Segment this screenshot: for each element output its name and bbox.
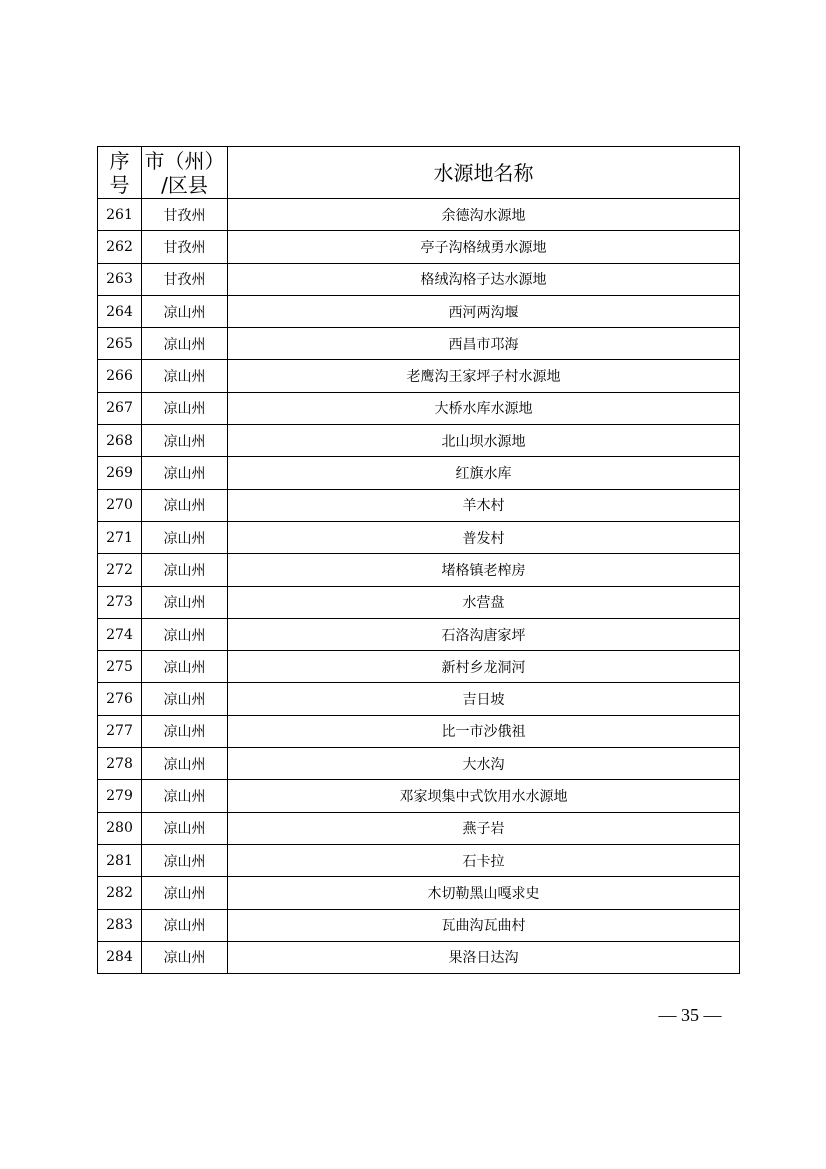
table-header [98,147,740,199]
row-source-name: 石洛沟唐家坪 [228,618,740,650]
row-source-name: 石卡拉 [228,844,740,876]
row-serial-number: 267 [98,392,142,424]
row-serial-number: 277 [98,715,142,747]
row-city-county: 凉山州 [142,425,228,457]
table-row [98,748,740,780]
row-serial-number: 266 [98,360,142,392]
row-source-name: 邓家坝集中式饮用水水源地 [228,780,740,812]
row-city-county: 凉山州 [142,489,228,521]
row-city-county: 凉山州 [142,844,228,876]
header-row [98,147,740,199]
row-city-county: 凉山州 [142,554,228,586]
table-row [98,425,740,457]
row-source-name: 吉日坡 [228,683,740,715]
row-city-county: 凉山州 [142,941,228,973]
row-city-county: 凉山州 [142,909,228,941]
header-serial-line-1: 序 [109,148,130,173]
row-city-county: 凉山州 [142,392,228,424]
table-row [98,328,740,360]
row-serial-number: 264 [98,295,142,327]
table-row [98,199,740,231]
row-source-name: 余德沟水源地 [228,199,740,231]
row-city-county: 凉山州 [142,683,228,715]
row-source-name: 堵格镇老榨房 [228,554,740,586]
row-source-name: 新村乡龙洞河 [228,651,740,683]
row-city-county: 凉山州 [142,715,228,747]
table-row [98,231,740,263]
row-serial-number: 278 [98,748,142,780]
row-city-county: 凉山州 [142,812,228,844]
row-source-name: 北山坝水源地 [228,425,740,457]
table-row [98,812,740,844]
table-row [98,489,740,521]
row-city-county: 凉山州 [142,877,228,909]
row-source-name: 果洛日达沟 [228,941,740,973]
row-city-county: 凉山州 [142,360,228,392]
table-row [98,877,740,909]
row-city-county: 甘孜州 [142,263,228,295]
table-row [98,521,740,553]
row-serial-number: 269 [98,457,142,489]
row-serial-number: 276 [98,683,142,715]
page-number: — 35 — [658,1005,722,1025]
row-serial-number: 272 [98,554,142,586]
header-source-name: 水源地名称 [228,147,740,199]
row-serial-number: 268 [98,425,142,457]
table-row [98,618,740,650]
row-source-name: 羊木村 [228,489,740,521]
row-source-name: 大水沟 [228,748,740,780]
row-serial-number: 281 [98,844,142,876]
row-source-name: 红旗水库 [228,457,740,489]
table-row [98,683,740,715]
header-city-line-1: 市（州） [144,148,225,173]
row-serial-number: 274 [98,618,142,650]
row-serial-number: 279 [98,780,142,812]
row-city-county: 凉山州 [142,295,228,327]
row-city-county: 凉山州 [142,586,228,618]
row-source-name: 水营盘 [228,586,740,618]
row-source-name: 比一市沙俄祖 [228,715,740,747]
row-source-name: 西昌市邛海 [228,328,740,360]
row-source-name: 西河两沟堰 [228,295,740,327]
row-source-name: 亭子沟格绒勇水源地 [228,231,740,263]
table-body [98,199,740,974]
row-serial-number: 271 [98,521,142,553]
table-row [98,941,740,973]
table-row [98,780,740,812]
row-source-name: 格绒沟格子达水源地 [228,263,740,295]
row-city-county: 凉山州 [142,521,228,553]
row-city-county: 凉山州 [142,780,228,812]
table-row [98,909,740,941]
row-source-name: 燕子岩 [228,812,740,844]
row-city-county: 凉山州 [142,457,228,489]
row-serial-number: 263 [98,263,142,295]
header-city-county [142,147,228,199]
row-serial-number: 282 [98,877,142,909]
table-row [98,360,740,392]
row-source-name: 老鹰沟王家坪子村水源地 [228,360,740,392]
header-serial-line-2: 号 [109,172,130,197]
table-row [98,651,740,683]
table-row [98,263,740,295]
table-row [98,554,740,586]
row-serial-number: 283 [98,909,142,941]
table-row [98,295,740,327]
row-city-county: 凉山州 [142,748,228,780]
row-serial-number: 262 [98,231,142,263]
row-city-county: 凉山州 [142,651,228,683]
row-serial-number: 284 [98,941,142,973]
table-row [98,586,740,618]
row-serial-number: 273 [98,586,142,618]
row-source-name: 普发村 [228,521,740,553]
row-serial-number: 265 [98,328,142,360]
header-serial-number [98,147,142,199]
row-source-name: 瓦曲沟瓦曲村 [228,909,740,941]
row-city-county: 凉山州 [142,328,228,360]
row-city-county: 甘孜州 [142,199,228,231]
table-row [98,392,740,424]
table-row [98,844,740,876]
row-city-county: 甘孜州 [142,231,228,263]
row-city-county: 凉山州 [142,618,228,650]
water-source-table [97,146,740,974]
table-row [98,715,740,747]
row-serial-number: 261 [98,199,142,231]
row-source-name: 木切勒黑山嘎求史 [228,877,740,909]
row-serial-number: 280 [98,812,142,844]
table-row [98,457,740,489]
row-serial-number: 270 [98,489,142,521]
row-source-name: 大桥水库水源地 [228,392,740,424]
header-city-line-2: /区县 [161,172,208,197]
row-serial-number: 275 [98,651,142,683]
